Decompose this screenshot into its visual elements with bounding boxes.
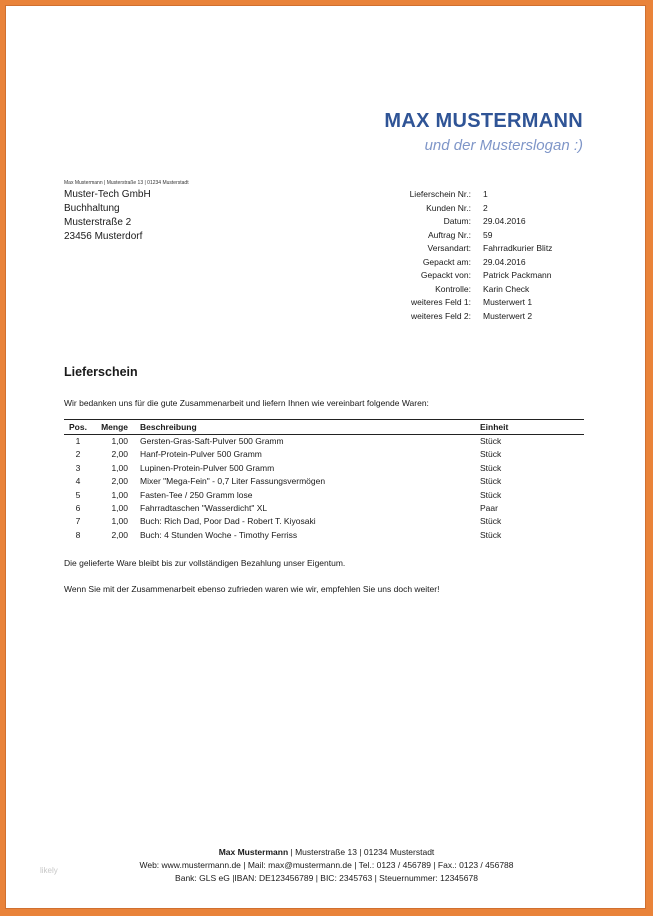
meta-row	[336, 242, 552, 256]
table-row	[64, 435, 584, 448]
cell-qty: 1,00	[111, 502, 128, 513]
meta-value: Patrick Packmann	[483, 270, 552, 280]
cell-unit: Stück	[480, 462, 502, 473]
meta-value: Musterwert 2	[483, 310, 533, 321]
meta-label: Gepackt am:	[422, 256, 471, 267]
cell-unit: Stück	[480, 476, 502, 487]
table-header	[64, 420, 584, 435]
header-desc: Beschreibung	[140, 422, 197, 432]
cell-pos: 2	[75, 449, 81, 460]
cell-desc: Lupinen-Protein-Pulver 500 Gramm	[140, 462, 275, 473]
intro-text: Wir bedanken uns für die gute Zusammenarbeit und liefern Ihnen wie vereinbart folgende Waren:	[64, 398, 429, 408]
meta-label: Versandart:	[427, 243, 471, 253]
cell-unit: Stück	[480, 516, 502, 527]
cell-pos: 1	[75, 436, 81, 446]
meta-value: Musterwert 1	[483, 297, 533, 307]
meta-row	[336, 202, 552, 216]
items-table	[64, 419, 584, 542]
cell-qty: 2,00	[111, 476, 128, 487]
table-row	[64, 475, 584, 488]
table-row	[64, 515, 584, 528]
recommend-note: Wenn Sie mit der Zusammenarbeit ebenso zufrieden waren wie wir, empfehlen Sie uns doch weiter!	[64, 584, 440, 594]
meta-row	[336, 215, 552, 229]
company-slogan: und der Musterslogan :)	[424, 137, 583, 154]
document-meta	[336, 188, 552, 323]
meta-label: Kontrolle:	[435, 283, 471, 294]
meta-label: weiteres Feld 1:	[411, 297, 471, 307]
meta-value: Karin Check	[483, 283, 530, 294]
cell-desc: Gersten-Gras-Saft-Pulver 500 Gramm	[140, 436, 284, 446]
meta-label: Auftrag Nr.:	[428, 229, 471, 240]
header-unit: Einheit	[480, 422, 509, 432]
meta-label: Kunden Nr.:	[426, 202, 471, 213]
header-qty: Menge	[101, 422, 128, 432]
meta-value: 59	[483, 229, 493, 240]
meta-row	[336, 188, 552, 202]
cell-unit: Stück	[480, 449, 502, 460]
document-page	[5, 5, 646, 909]
cell-desc: Buch: 4 Stunden Woche - Timothy Ferriss	[140, 529, 298, 540]
meta-row	[336, 283, 552, 297]
meta-row	[336, 256, 552, 270]
cell-desc: Fahrradtaschen "Wasserdicht" XL	[140, 502, 268, 513]
recipient-city: 23456 Musterdorf	[64, 231, 143, 242]
meta-label: Gepackt von:	[420, 270, 471, 280]
recipient-street: Musterstraße 2	[64, 217, 132, 228]
meta-value: Fahrradkurier Blitz	[483, 243, 553, 253]
table-row	[64, 462, 584, 475]
cell-pos: 7	[75, 516, 81, 527]
cell-qty: 1,00	[111, 489, 128, 500]
meta-row	[336, 310, 552, 324]
cell-desc: Hanf-Protein-Pulver 500 Gramm	[140, 449, 262, 460]
watermark: likely	[40, 866, 58, 875]
footer-address: | Musterstraße 13 | 01234 Musterstadt	[288, 847, 435, 857]
recipient-department: Buchhaltung	[64, 203, 120, 214]
table-row	[64, 502, 584, 515]
footer-name: Max Mustermann	[218, 847, 289, 857]
cell-pos: 8	[75, 529, 81, 540]
meta-label: Datum:	[443, 216, 471, 226]
meta-value: 2	[483, 202, 488, 213]
meta-value: 29.04.2016	[483, 216, 526, 226]
table-row	[64, 448, 584, 461]
cell-desc: Buch: Rich Dad, Poor Dad - Robert T. Kiyosaki	[140, 516, 316, 527]
footer-line-3: Bank: GLS eG |IBAN: DE123456789 | BIC: 2345763 | Steuernummer: 12345678	[175, 873, 478, 883]
recipient-address	[64, 188, 151, 244]
meta-value: 29.04.2016	[483, 256, 526, 267]
cell-pos: 3	[75, 462, 81, 473]
table-row	[64, 489, 584, 502]
header-pos: Pos.	[69, 422, 87, 432]
meta-row	[336, 296, 552, 310]
cell-qty: 1,00	[111, 516, 128, 527]
document-title: Lieferschein	[64, 365, 138, 379]
company-name: MAX MUSTERMANN	[384, 110, 583, 132]
cell-unit: Paar	[480, 502, 498, 513]
cell-qty: 2,00	[111, 529, 128, 540]
table-row	[64, 529, 584, 542]
meta-label: weiteres Feld 2:	[411, 310, 471, 321]
cell-desc: Fasten-Tee / 250 Gramm lose	[140, 489, 253, 500]
cell-desc: Mixer "Mega-Fein" - 0,7 Liter Fassungsvermögen	[140, 476, 326, 487]
meta-value: 1	[483, 189, 488, 199]
footer-line-1	[6, 846, 647, 859]
meta-label: Lieferschein Nr.:	[409, 189, 471, 199]
footer	[6, 846, 647, 885]
recipient-company: Muster-Tech GmbH	[64, 189, 151, 200]
meta-row	[336, 229, 552, 243]
cell-qty: 2,00	[111, 449, 128, 460]
sender-line: Max Mustermann | Musterstraße 13 | 01234 Musterstadt	[64, 180, 189, 186]
meta-row	[336, 269, 552, 283]
cell-unit: Stück	[480, 489, 502, 500]
cell-unit: Stück	[480, 436, 502, 446]
cell-pos: 5	[75, 489, 81, 500]
cell-unit: Stück	[480, 529, 502, 540]
cell-pos: 6	[75, 502, 81, 513]
cell-pos: 4	[75, 476, 81, 487]
footer-line-2: Web: www.mustermann.de | Mail: max@mustermann.de | Tel.: 0123 / 456789 | Fax.: 0123 / 456788	[139, 860, 514, 870]
cell-qty: 1,00	[111, 436, 128, 446]
ownership-note: Die gelieferte Ware bleibt bis zur vollständigen Bezahlung unser Eigentum.	[64, 558, 346, 568]
cell-qty: 1,00	[111, 462, 128, 473]
